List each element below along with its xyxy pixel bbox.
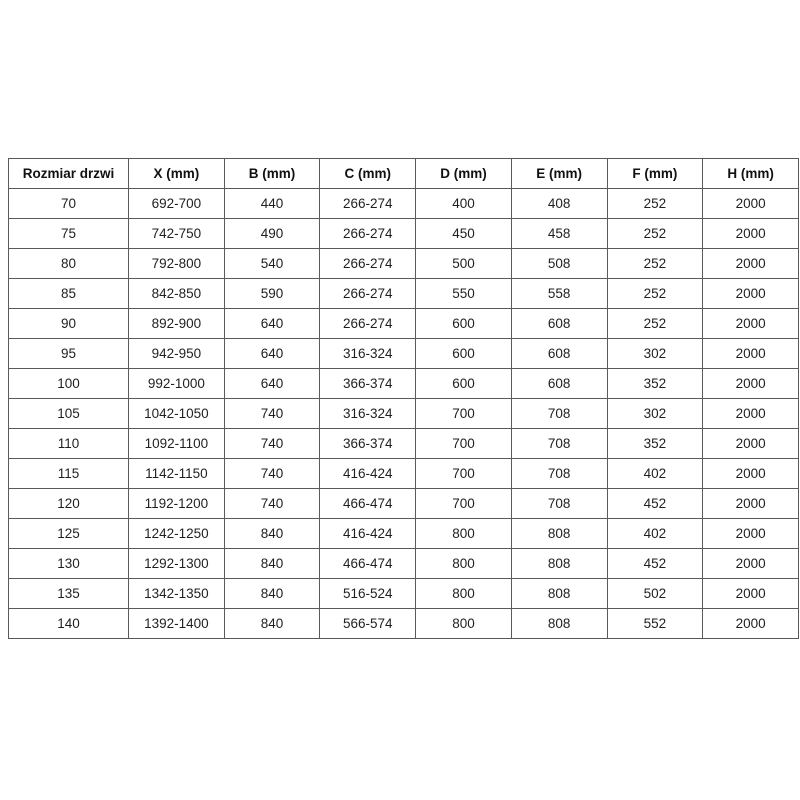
- table-row: [9, 609, 799, 639]
- table-cell: 2000: [703, 549, 799, 579]
- table-cell: 2000: [703, 219, 799, 249]
- column-header-d-mm: D (mm): [416, 159, 512, 189]
- table-cell: 516-524: [320, 579, 416, 609]
- table-row: [9, 489, 799, 519]
- table-cell: 266-274: [320, 189, 416, 219]
- table-cell: 252: [607, 279, 703, 309]
- table-cell: 508: [511, 249, 607, 279]
- table-cell: 95: [9, 339, 129, 369]
- table-cell: 1242-1250: [129, 519, 225, 549]
- table-cell: 840: [224, 609, 320, 639]
- table-cell: 2000: [703, 399, 799, 429]
- table-cell: 450: [416, 219, 512, 249]
- table-cell: 70: [9, 189, 129, 219]
- table-row: [9, 339, 799, 369]
- table-cell: 700: [416, 459, 512, 489]
- table-cell: 2000: [703, 309, 799, 339]
- table-cell: 266-274: [320, 309, 416, 339]
- table-row: [9, 579, 799, 609]
- table-row: [9, 549, 799, 579]
- table-cell: 2000: [703, 279, 799, 309]
- table-cell: 130: [9, 549, 129, 579]
- table-cell: 558: [511, 279, 607, 309]
- table-row: [9, 519, 799, 549]
- table-cell: 600: [416, 309, 512, 339]
- table-row: [9, 189, 799, 219]
- table-cell: 105: [9, 399, 129, 429]
- table-cell: 408: [511, 189, 607, 219]
- table-cell: 708: [511, 489, 607, 519]
- column-header-rozmiar-drzwi: Rozmiar drzwi: [9, 159, 129, 189]
- table-cell: 800: [416, 579, 512, 609]
- table-cell: 120: [9, 489, 129, 519]
- table-cell: 366-374: [320, 369, 416, 399]
- table-row: [9, 429, 799, 459]
- table-cell: 552: [607, 609, 703, 639]
- table-cell: 80: [9, 249, 129, 279]
- table-cell: 808: [511, 549, 607, 579]
- table-cell: 2000: [703, 579, 799, 609]
- table-cell: 1092-1100: [129, 429, 225, 459]
- table-cell: 2000: [703, 519, 799, 549]
- table-header: [9, 159, 799, 189]
- table-cell: 700: [416, 489, 512, 519]
- table-cell: 842-850: [129, 279, 225, 309]
- door-size-table-container: [8, 158, 799, 639]
- table-cell: 590: [224, 279, 320, 309]
- table-row: [9, 309, 799, 339]
- table-cell: 1042-1050: [129, 399, 225, 429]
- table-cell: 708: [511, 399, 607, 429]
- table-cell: 266-274: [320, 279, 416, 309]
- table-cell: 366-374: [320, 429, 416, 459]
- table-cell: 742-750: [129, 219, 225, 249]
- table-cell: 1292-1300: [129, 549, 225, 579]
- table-cell: 452: [607, 489, 703, 519]
- door-size-table: [8, 158, 799, 639]
- table-cell: 466-474: [320, 489, 416, 519]
- table-cell: 302: [607, 399, 703, 429]
- table-cell: 1392-1400: [129, 609, 225, 639]
- table-cell: 2000: [703, 609, 799, 639]
- table-cell: 316-324: [320, 339, 416, 369]
- table-cell: 992-1000: [129, 369, 225, 399]
- table-cell: 640: [224, 369, 320, 399]
- table-cell: 302: [607, 339, 703, 369]
- table-cell: 266-274: [320, 219, 416, 249]
- table-cell: 466-474: [320, 549, 416, 579]
- table-cell: 500: [416, 249, 512, 279]
- table-cell: 1142-1150: [129, 459, 225, 489]
- table-cell: 792-800: [129, 249, 225, 279]
- table-cell: 416-424: [320, 519, 416, 549]
- column-header-c-mm: C (mm): [320, 159, 416, 189]
- table-cell: 740: [224, 429, 320, 459]
- table-cell: 416-424: [320, 459, 416, 489]
- table-cell: 566-574: [320, 609, 416, 639]
- table-body: [9, 189, 799, 639]
- table-cell: 90: [9, 309, 129, 339]
- table-cell: 892-900: [129, 309, 225, 339]
- table-cell: 608: [511, 339, 607, 369]
- table-cell: 840: [224, 549, 320, 579]
- table-cell: 640: [224, 339, 320, 369]
- table-row: [9, 369, 799, 399]
- table-cell: 402: [607, 519, 703, 549]
- table-cell: 110: [9, 429, 129, 459]
- table-cell: 135: [9, 579, 129, 609]
- table-cell: 252: [607, 219, 703, 249]
- table-cell: 2000: [703, 369, 799, 399]
- table-cell: 740: [224, 459, 320, 489]
- table-cell: 400: [416, 189, 512, 219]
- table-cell: 740: [224, 399, 320, 429]
- table-cell: 540: [224, 249, 320, 279]
- table-cell: 608: [511, 369, 607, 399]
- table-cell: 2000: [703, 339, 799, 369]
- table-cell: 700: [416, 429, 512, 459]
- table-cell: 608: [511, 309, 607, 339]
- table-cell: 1192-1200: [129, 489, 225, 519]
- column-header-b-mm: B (mm): [224, 159, 320, 189]
- table-cell: 2000: [703, 189, 799, 219]
- table-cell: 1342-1350: [129, 579, 225, 609]
- table-cell: 550: [416, 279, 512, 309]
- table-cell: 2000: [703, 489, 799, 519]
- table-cell: 600: [416, 339, 512, 369]
- table-cell: 800: [416, 609, 512, 639]
- table-cell: 808: [511, 519, 607, 549]
- table-row: [9, 249, 799, 279]
- table-cell: 2000: [703, 429, 799, 459]
- table-cell: 840: [224, 579, 320, 609]
- column-header-h-mm: H (mm): [703, 159, 799, 189]
- table-cell: 440: [224, 189, 320, 219]
- table-cell: 100: [9, 369, 129, 399]
- table-cell: 352: [607, 369, 703, 399]
- table-cell: 85: [9, 279, 129, 309]
- table-cell: 252: [607, 189, 703, 219]
- table-cell: 458: [511, 219, 607, 249]
- table-cell: 708: [511, 429, 607, 459]
- table-cell: 352: [607, 429, 703, 459]
- table-cell: 75: [9, 219, 129, 249]
- table-cell: 115: [9, 459, 129, 489]
- table-row: [9, 219, 799, 249]
- table-cell: 490: [224, 219, 320, 249]
- table-cell: 502: [607, 579, 703, 609]
- table-cell: 700: [416, 399, 512, 429]
- table-cell: 452: [607, 549, 703, 579]
- table-cell: 942-950: [129, 339, 225, 369]
- table-cell: 800: [416, 519, 512, 549]
- table-cell: 800: [416, 549, 512, 579]
- column-header-x-mm: X (mm): [129, 159, 225, 189]
- table-row: [9, 279, 799, 309]
- table-cell: 740: [224, 489, 320, 519]
- header-row: [9, 159, 799, 189]
- table-cell: 808: [511, 579, 607, 609]
- table-cell: 640: [224, 309, 320, 339]
- column-header-f-mm: F (mm): [607, 159, 703, 189]
- table-cell: 840: [224, 519, 320, 549]
- table-cell: 2000: [703, 249, 799, 279]
- table-row: [9, 399, 799, 429]
- table-cell: 708: [511, 459, 607, 489]
- table-cell: 600: [416, 369, 512, 399]
- table-cell: 402: [607, 459, 703, 489]
- table-cell: 692-700: [129, 189, 225, 219]
- table-cell: 252: [607, 249, 703, 279]
- column-header-e-mm: E (mm): [511, 159, 607, 189]
- table-cell: 2000: [703, 459, 799, 489]
- table-cell: 252: [607, 309, 703, 339]
- table-cell: 266-274: [320, 249, 416, 279]
- table-cell: 140: [9, 609, 129, 639]
- table-cell: 316-324: [320, 399, 416, 429]
- table-row: [9, 459, 799, 489]
- table-cell: 808: [511, 609, 607, 639]
- table-cell: 125: [9, 519, 129, 549]
